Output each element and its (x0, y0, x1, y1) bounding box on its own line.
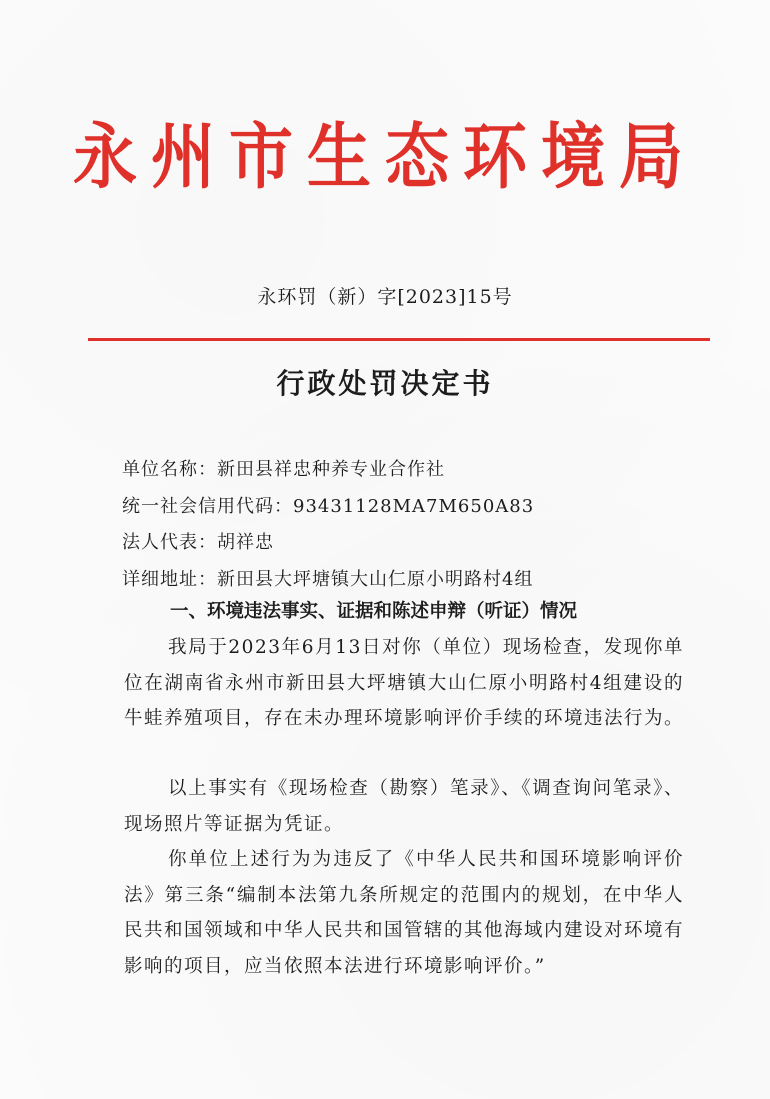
paragraph-inspection-findings: 我局于2023年6月13日对你（单位）现场检查，发现你单位在湖南省永州市新田县大坪塘镇大山仁原小明路村4组建设的牛蛙养殖项目，存在未办理环境影响评价手续的环境违法行为。 (124, 637, 685, 729)
document-title: 行政处罚决定书 (276, 367, 494, 400)
agency-masthead: 永州市生态环境局 (73, 116, 697, 200)
party-address: 详细地址：新田县大坪塘镇大山仁原小明路村4组 (122, 568, 534, 590)
party-credit-code: 统一社会信用代码：93431128MA7M650A83 (122, 495, 535, 517)
section-heading: 一、环境违法事实、证据和陈述申辩（听证）情况 (170, 601, 578, 622)
paragraph-evidence: 以上事实有《现场检查（勘察）笔录》、《调查询问笔录》、现场照片等证据为凭证。 (124, 778, 684, 835)
document-number: 永环罚（新）字[2023]15号 (257, 286, 513, 308)
party-legal-representative: 法人代表：胡祥忠 (122, 532, 274, 553)
party-info-block (122, 452, 722, 598)
red-divider-line (88, 338, 710, 341)
party-unit-name: 单位名称：新田县祥忠种养专业合作社 (122, 459, 445, 480)
paragraph-legal-basis: 你单位上述行为为违反了《中华人民共和国环境影响评价法》第三条“编制本法第九条所规定的范围内的规划，在中华人民共和国领域和中华人民共和国管辖的其他海域内建设对环境有影响的项目，应当依照本法进行环境影响评价。” (124, 849, 685, 977)
